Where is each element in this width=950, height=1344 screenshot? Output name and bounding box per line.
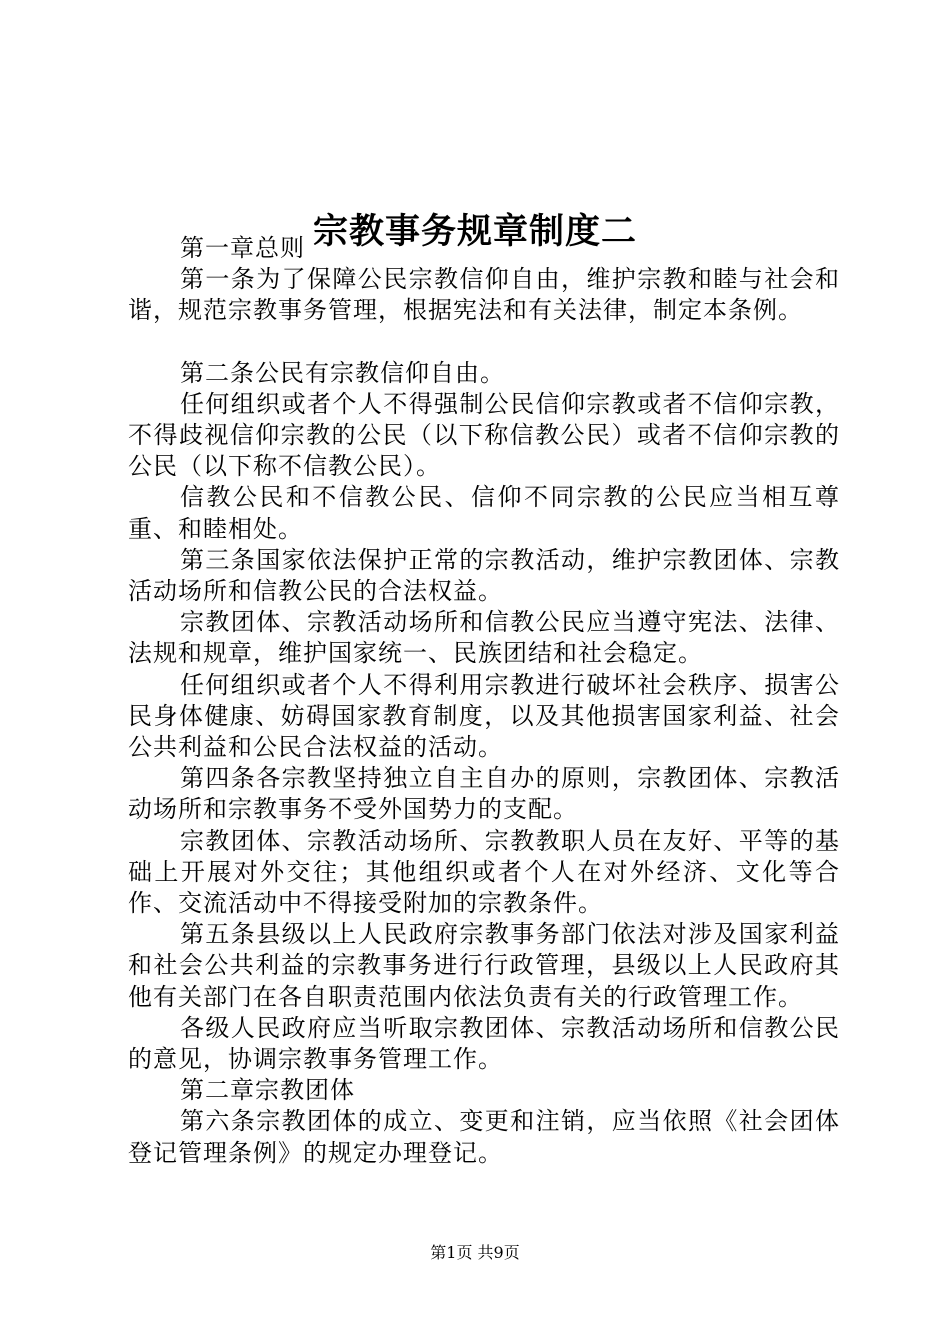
article-paragraph: 第三条国家依法保护正常的宗教活动，维护宗教团体、宗教活动场所和信教公民的合法权益。 [128, 545, 840, 606]
article-paragraph: 第四条各宗教坚持独立自主自办的原则，宗教团体、宗教活动场所和宗教事务不受外国势力的支配。 [128, 764, 840, 824]
article-paragraph: 第六条宗教团体的成立、变更和注销，应当依照《社会团体登记管理条例》的规定办理登记。 [128, 1107, 840, 1167]
article-paragraph: 第一条为了保障公民宗教信仰自由，维护宗教和睦与社会和谐，规范宗教事务管理，根据宪法和有关法律，制定本条例。 [128, 265, 840, 325]
body-paragraph: 各级人民政府应当听取宗教团体、宗教活动场所和信教公民的意见，协调宗教事务管理工作。 [128, 1013, 840, 1074]
chapter-heading: 第一章总则 [180, 234, 305, 262]
document-title: 宗教事务规章制度二 [312, 211, 637, 253]
body-paragraph: 宗教团体、宗教活动场所和信教公民应当遵守宪法、法律、法规和规章，维护国家统一、民族团结和社会稳定。 [128, 608, 840, 668]
body-paragraph: 任何组织或者个人不得利用宗教进行破坏社会秩序、损害公民身体健康、妨碍国家教育制度，以及其他损害国家利益、社会公共利益和公民合法权益的活动。 [128, 670, 840, 762]
body-paragraph: 任何组织或者个人不得强制公民信仰宗教或者不信仰宗教，不得歧视信仰宗教的公民（以下称信教公民）或者不信仰宗教的公民（以下称不信教公民）。 [128, 389, 840, 481]
body-paragraph: 信教公民和不信教公民、信仰不同宗教的公民应当相互尊重、和睦相处。 [128, 483, 840, 543]
page-number-footer: 第1页 共9页 [430, 1243, 520, 1262]
chapter-heading: 第二章宗教团体 [180, 1076, 355, 1105]
body-paragraph: 宗教团体、宗教活动场所、宗教教职人员在友好、平等的基础上开展对外交往；其他组织或者个人在对外经济、文化等合作、交流活动中不得接受附加的宗教条件。 [128, 826, 840, 918]
article-paragraph: 第二条公民有宗教信仰自由。 [180, 358, 505, 387]
document-body [128, 233, 840, 1169]
article-paragraph: 第五条县级以上人民政府宗教事务部门依法对涉及国家利益和社会公共利益的宗教事务进行行政管理，县级以上人民政府其他有关部门在各自职责范围内依法负责有关的行政管理工作。 [128, 920, 840, 1011]
